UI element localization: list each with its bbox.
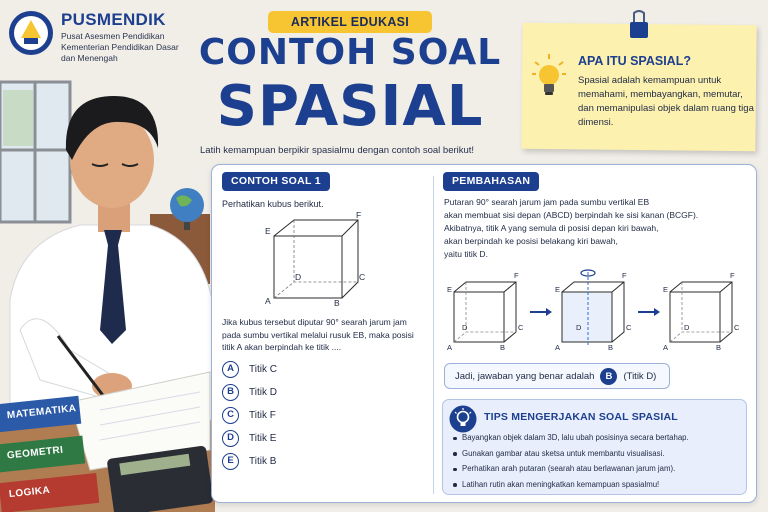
cube-vertex-label: A <box>447 343 453 352</box>
article-tag: ARTIKEL EDUKASI <box>268 11 432 33</box>
answer-letter-badge: B <box>600 368 617 385</box>
cube-vertex-label: D <box>684 323 690 332</box>
cube-vertex-label: C <box>359 272 366 282</box>
lightbulb-icon <box>449 405 477 433</box>
answer-option-a[interactable] <box>222 360 277 378</box>
option-letter: C <box>222 407 239 424</box>
brand-subtitle-line: Pusat Asesmen Pendidikan <box>61 31 165 41</box>
book-geometri: GEOMETRI <box>0 436 85 473</box>
explanation-line: akan berpindah ke posisi belakang kiri bawah, <box>444 236 618 246</box>
answer-option-d[interactable] <box>222 429 276 447</box>
question-intro: Perhatikan kubus berikut. <box>222 199 324 209</box>
tips-list <box>452 430 744 492</box>
brand-subtitle <box>61 31 211 64</box>
question-section-label: CONTOH SOAL 1 <box>222 172 330 191</box>
cube-vertex-label: B <box>608 343 614 352</box>
cube-vertex-label: D <box>295 272 302 282</box>
cube-vertex-label: A <box>555 343 561 352</box>
brand-subtitle-line: dan Menengah <box>61 53 118 63</box>
cube-vertex-label: C <box>626 323 632 332</box>
option-letter: D <box>222 430 239 447</box>
cube-vertex-label: E <box>265 226 271 236</box>
note-body: Spasial adalah kemampuan untuk memahami, membayangkan, memutar, dan memanipulasi objek dalam ruang tiga dimensi. <box>578 75 754 128</box>
answer-option-e[interactable] <box>222 452 276 470</box>
rotation-diagram <box>444 266 744 352</box>
cube-vertex-label: B <box>716 343 722 352</box>
option-text: Titik D <box>249 386 277 398</box>
cube-vertex-label: F <box>514 271 519 280</box>
rotation-cube-3 <box>663 271 740 352</box>
window-illustration <box>0 82 70 222</box>
binder-clip-icon <box>628 10 650 40</box>
option-text: Titik B <box>249 455 277 467</box>
answer-suffix: (Titik D) <box>623 370 657 382</box>
cube-vertex-label: B <box>334 298 340 306</box>
option-letter: A <box>222 361 239 378</box>
explanation-line: yaitu titik D. <box>444 249 488 259</box>
option-text: Titik E <box>249 432 277 444</box>
brand-subtitle-line: Kementerian Pendidikan Dasar <box>61 42 179 52</box>
cube-vertex-label: D <box>462 323 468 332</box>
answer-prefix: Jadi, jawaban yang benar adalah <box>455 370 595 382</box>
rotation-cube-1 <box>447 271 524 352</box>
answer-box <box>444 363 670 389</box>
explanation-line: Putaran 90° searah jarum jam pada sumbu vertikal EB <box>444 197 650 207</box>
book-matematika: MATEMATIKA <box>0 396 81 432</box>
cube-vertex-label: B <box>500 343 506 352</box>
tip-item: Perhatikan arah putaran (searah atau berlawanan jarum jam). <box>452 461 744 477</box>
rotation-cube-2 <box>555 270 632 352</box>
cube-vertex-label: E <box>663 285 669 294</box>
tip-item: Bayangkan objek dalam 3D, lalu ubah posisinya secara bertahap. <box>452 430 744 446</box>
answer-option-c[interactable] <box>222 406 276 424</box>
arrow-right-icon <box>638 308 660 316</box>
cube-vertex-label: C <box>518 323 524 332</box>
explanation-section-label: PEMBAHASAN <box>443 172 539 191</box>
tip-item: Gunakan gambar atau sketsa untuk membantu visualisasi. <box>452 446 744 462</box>
page-title-line1: CONTOH SOAL <box>198 32 502 73</box>
cube-vertex-label: F <box>356 210 362 220</box>
note-title: APA ITU SPASIAL? <box>578 54 691 68</box>
cube-vertex-label: C <box>734 323 740 332</box>
explanation-text <box>444 196 744 261</box>
cube-vertex-label: A <box>663 343 669 352</box>
cube-vertex-label: E <box>447 285 453 294</box>
page-title-line2: SPASIAL <box>216 74 484 139</box>
page-tagline: Latih kemampuan berpikir spasialmu dengan contoh soal berikut! <box>200 145 475 156</box>
brand-name: PUSMENDIK <box>61 10 166 29</box>
option-letter: B <box>222 384 239 401</box>
panel-divider <box>433 176 434 494</box>
tips-title: TIPS MENGERJAKAN SOAL SPASIAL <box>484 411 678 423</box>
explanation-line: Akibatnya, titik A yang semula di posisi depan kiri bawah, <box>444 223 659 233</box>
cube-vertex-label: F <box>730 271 735 280</box>
tip-item: Latihan rutin akan meningkatkan kemampuan spasialmu! <box>452 477 744 493</box>
answer-option-b[interactable] <box>222 383 277 401</box>
lightbulb-icon <box>532 54 566 98</box>
cube-vertex-label: A <box>265 296 271 306</box>
cube-vertex-label: F <box>622 271 627 280</box>
book-logika: LOGIKA <box>0 473 99 512</box>
pusmendik-logo-icon <box>8 10 54 56</box>
question-text: Jika kubus tersebut diputar 90° searah jarum jam pada sumbu vertikal melalui rusuk EB, maka posisi titik A akan berpindah ke titik .... <box>222 317 414 352</box>
cube-vertex-label: D <box>576 323 582 332</box>
cube-vertex-label: E <box>555 285 561 294</box>
explanation-line: akan membuat sisi depan (ABCD) berpindah ke sisi kanan (BCGF). <box>444 210 699 220</box>
option-letter: E <box>222 453 239 470</box>
option-text: Titik F <box>249 409 276 421</box>
option-text: Titik C <box>249 363 277 375</box>
question-cube-diagram <box>262 210 372 306</box>
arrow-right-icon <box>530 308 552 316</box>
